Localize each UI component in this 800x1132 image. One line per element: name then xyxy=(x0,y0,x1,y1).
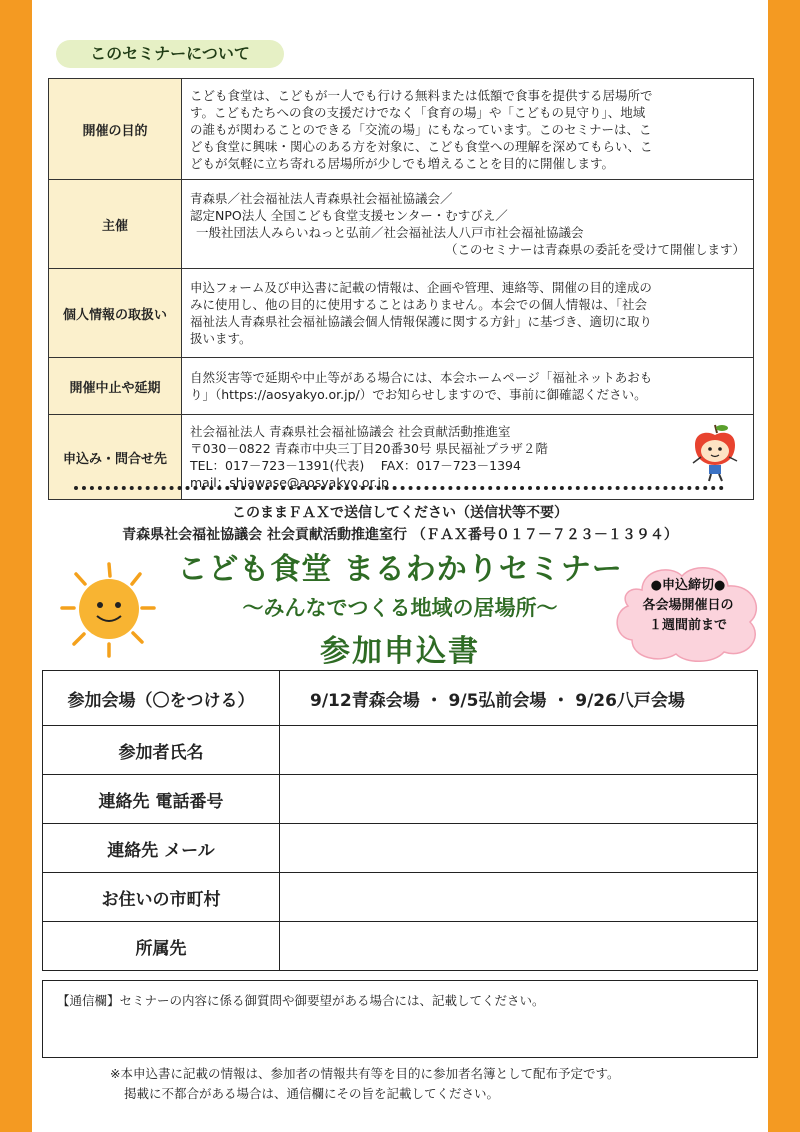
email-field[interactable] xyxy=(280,824,758,873)
fax-destination: 青森県社会福祉協議会 社会貢献活動推進室行 （ＦＡＸ番号０１７－７２３－１３９４） xyxy=(122,527,678,543)
info-label: 主催 xyxy=(49,180,182,269)
text-line: 社会福祉法人 青森県社会福祉協議会 社会貢献活動推進室 xyxy=(190,424,511,439)
text-line: みに使用し、他の目的に使用することはありません。本会での個人情報は、「社会 xyxy=(190,297,648,312)
form-label: お住いの市町村 xyxy=(43,873,280,922)
text-line: す。こどもたちへの食の支援だけでなく「食育の場」や「こどもの見守り」、地域 xyxy=(190,104,646,120)
seminar-info-table xyxy=(48,78,754,500)
privacy-note: ※本申込書に記載の情報は、参加者の情報共有等を目的に参加者名簿として配布予定です。 xyxy=(110,1066,620,1081)
dotted-divider xyxy=(74,486,724,494)
right-orange-stripe xyxy=(768,0,800,1132)
form-label: 所属先 xyxy=(43,922,280,971)
info-row-organizer xyxy=(49,180,754,269)
text-line: 一般社団法人みらいねっと弘前／社会福祉法人八戸市社会福祉協議会 xyxy=(196,225,584,240)
text-line: ども食堂に興味・関心のある方を対象に、こども食堂への理解を深めてもらい、こ xyxy=(190,138,653,154)
info-label: 個人情報の取扱い xyxy=(49,269,182,358)
text-line: 扱います。 xyxy=(190,331,252,346)
text-line: 〒030－0822 青森市中央三丁目20番30号 県民福祉プラザ２階 xyxy=(190,441,548,456)
text-line: り」（https://aosyakyo.or.jp/）でお知らせしますので、事前に御確認ください。 xyxy=(190,387,647,402)
venue-options[interactable]: 9/12青森会場 ・ 9/5弘前会場 ・ 9/26八戸会場 xyxy=(280,671,758,726)
info-value xyxy=(182,79,754,180)
deadline-heading: ●申込締切● xyxy=(650,578,726,593)
commission-note: （このセミナーは青森県の委託を受けて開催します） xyxy=(444,242,745,257)
info-label: 申込み・問合せ先 xyxy=(49,415,182,500)
form-label: 参加者氏名 xyxy=(43,726,280,775)
form-label: 連絡先 電話番号 xyxy=(43,775,280,824)
text-line: mail：shiawase@aosyakyo.or.jp xyxy=(190,475,389,490)
privacy-note-2: 掲載に不都合がある場合は、通信欄にその旨を記載してください。 xyxy=(124,1086,500,1101)
deadline-line: 各会場開催日の xyxy=(642,598,734,613)
info-value xyxy=(182,180,754,269)
info-value xyxy=(182,269,754,358)
form-label: 参加会場（〇をつける） xyxy=(43,671,280,726)
seminar-title: こども食堂 まるわかりセミナー xyxy=(177,552,623,587)
form-label: 連絡先 メール xyxy=(43,824,280,873)
info-row-purpose xyxy=(49,79,754,180)
info-label: 開催の目的 xyxy=(49,79,182,180)
fax-instruction: このままＦＡＸで送信してください（送信状等不要） xyxy=(232,505,568,521)
apple-character-icon xyxy=(689,421,741,483)
text-line: 認定NPO法人 全国こども食堂支援センター・むすびえ／ xyxy=(190,208,508,223)
deadline-line: １週間前まで xyxy=(648,618,727,633)
text-line: どもが気軽に立ち寄れる居場所が少しでも増えることを目的に開催します。 xyxy=(190,155,615,171)
form-row-affiliation xyxy=(43,922,758,971)
form-row-phone xyxy=(43,775,758,824)
text-line: 申込フォーム及び申込書に記載の情報は、企画や管理、連絡等、開催の目的達成の xyxy=(190,280,652,295)
info-row-privacy xyxy=(49,269,754,358)
name-field[interactable] xyxy=(280,726,758,775)
form-row-municipality xyxy=(43,873,758,922)
text-line: の誰もが関わることのできる「交流の場」にもなっています。このセミナーは、こ xyxy=(190,121,652,137)
application-form-table xyxy=(42,670,758,971)
memo-field[interactable] xyxy=(42,980,758,1058)
text-line: 自然災害等で延期や中止等がある場合には、本会ホームページ「福祉ネットあおも xyxy=(190,370,653,385)
form-title: 参加申込書 xyxy=(320,634,480,669)
text-line: TEL：017－723－1391(代表) FAX：017－723－1394 xyxy=(190,458,521,473)
form-row-venue xyxy=(43,671,758,726)
contact-block xyxy=(190,423,745,491)
municipality-field[interactable] xyxy=(280,873,758,922)
left-orange-stripe xyxy=(0,0,32,1132)
text-line: 福祉法人青森県社会福祉協議会個人情報保護に関する方針」に基づき、適切に取り xyxy=(190,314,653,329)
text-line: 青森県／社会福祉法人青森県社会福祉協議会／ xyxy=(190,191,453,206)
memo-label: 【通信欄】セミナーの内容に係る御質問や御要望がある場合には、記載してください。 xyxy=(57,993,545,1008)
info-row-cancellation xyxy=(49,358,754,415)
section-title: このセミナーについて xyxy=(56,40,284,68)
affiliation-field[interactable] xyxy=(280,922,758,971)
text-line: こども食堂は、こどもが一人でも行ける無料または低額で食事を提供する居場所で xyxy=(190,87,653,103)
deadline-text xyxy=(612,576,764,636)
phone-field[interactable] xyxy=(280,775,758,824)
form-row-name xyxy=(43,726,758,775)
seminar-subtitle: ～みんなでつくる地域の居場所～ xyxy=(242,596,558,620)
form-row-email xyxy=(43,824,758,873)
info-label: 開催中止や延期 xyxy=(49,358,182,415)
info-value xyxy=(182,358,754,415)
